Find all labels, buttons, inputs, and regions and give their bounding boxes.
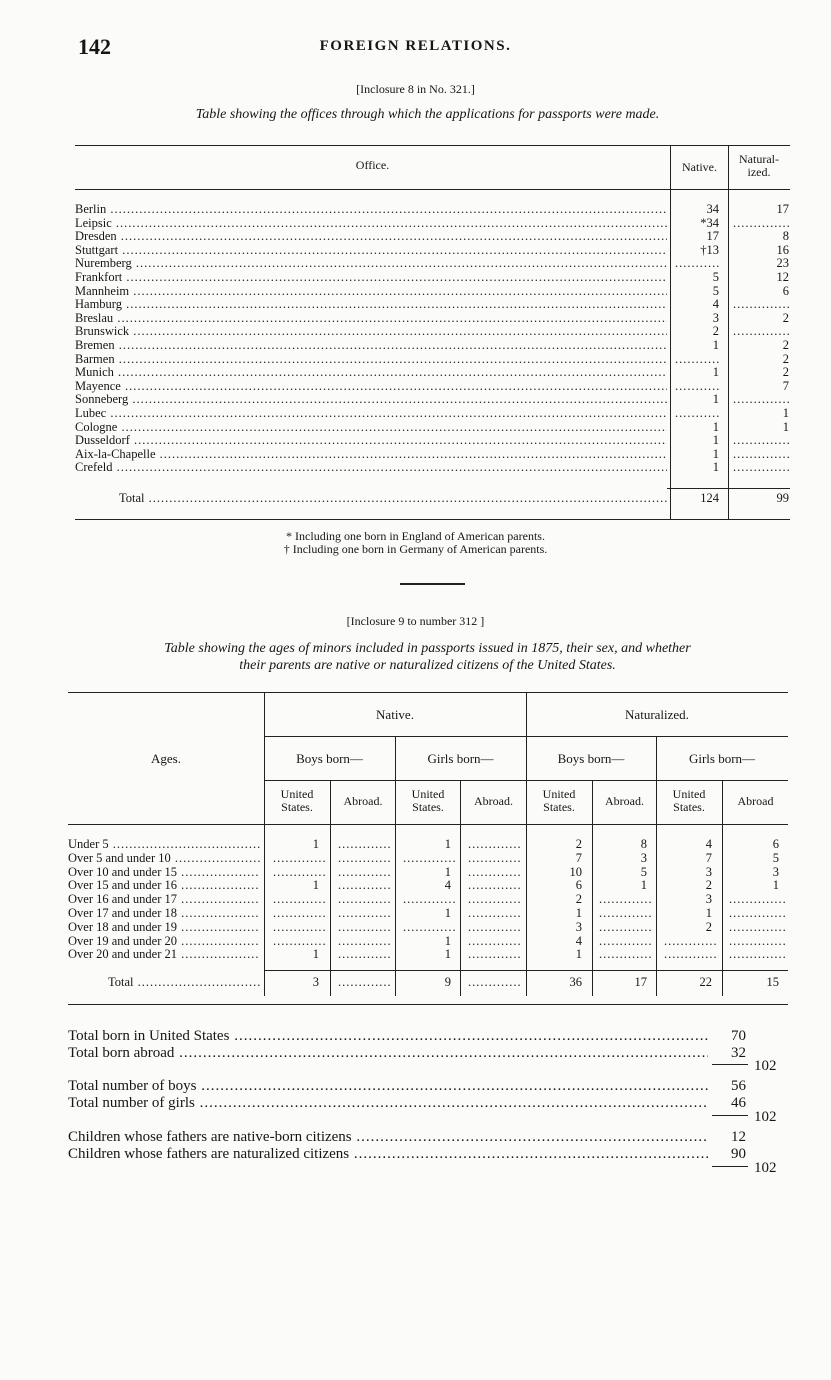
empty-cell <box>468 879 522 893</box>
count-cell: 4 <box>444 878 451 893</box>
count-cell: 1 <box>312 878 319 893</box>
count-cell: 5 <box>772 850 779 865</box>
header-native: Native. <box>682 160 717 174</box>
naturalized-empty <box>733 434 789 448</box>
summary-label: Children whose fathers are native-born citizens ..... <box>68 1129 708 1146</box>
naturalized-empty <box>733 298 789 312</box>
empty-cell <box>468 921 522 935</box>
native-count: 1 <box>712 392 719 407</box>
naturalized-count: 23 <box>776 256 789 271</box>
naturalized-count: 2 <box>782 351 789 366</box>
summary-block <box>68 1028 788 1188</box>
office-row <box>75 366 790 380</box>
native-empty <box>675 257 721 271</box>
empty-cell <box>664 935 718 949</box>
count-cell: 1 <box>640 878 647 893</box>
count-cell: 3 <box>312 975 319 989</box>
native-count: †13 <box>700 242 719 257</box>
office-row <box>75 203 790 217</box>
naturalized-count: 6 <box>782 283 789 298</box>
native-count: 1 <box>712 419 719 434</box>
count-cell: 1 <box>444 933 451 948</box>
subtotal-value: 102 <box>754 1058 777 1074</box>
header-abroad-4: Abroad <box>737 794 774 808</box>
count-cell: 1 <box>444 864 451 879</box>
empty-cell <box>729 948 785 962</box>
subtotal-value: 102 <box>754 1109 777 1125</box>
age-label: Over 17 and under 18 ..... <box>68 907 260 921</box>
summary-label: Total born abroad ..... <box>68 1045 708 1062</box>
empty-cell <box>599 935 653 949</box>
summary-row <box>68 1129 788 1147</box>
empty-cell <box>599 893 653 907</box>
count-cell: 3 <box>575 919 582 934</box>
count-cell: 2 <box>705 878 712 893</box>
office-row <box>75 434 790 448</box>
count-cell: 4 <box>705 837 712 851</box>
empty-cell <box>338 852 392 866</box>
office-row <box>75 230 790 244</box>
summary-label: Children whose fathers are naturalized citizens ..... <box>68 1146 708 1163</box>
naturalized-count: 2 <box>782 338 789 352</box>
office-name: Dusseldorf ..... <box>75 434 667 448</box>
summary-label: Total number of girls ..... <box>68 1095 708 1112</box>
native-count: 5 <box>712 283 719 298</box>
age-row <box>68 935 788 949</box>
count-cell: 7 <box>575 850 582 865</box>
office-row <box>75 271 790 285</box>
age-label: Over 16 and under 17 ..... <box>68 893 260 907</box>
office-total-row <box>119 492 667 506</box>
office-row <box>75 421 790 435</box>
office-name: Berlin ..... <box>75 203 667 217</box>
office-row <box>75 448 790 462</box>
empty-cell <box>599 948 653 962</box>
count-cell: 1 <box>575 906 582 920</box>
count-cell: 2 <box>575 837 582 851</box>
naturalized-count: 1 <box>782 419 789 434</box>
empty-cell <box>403 852 457 866</box>
empty-cell <box>338 948 392 962</box>
header-office: Office. <box>355 158 390 172</box>
count-cell: 1 <box>444 947 451 962</box>
empty-cell <box>664 948 718 962</box>
office-row <box>75 380 790 394</box>
empty-cell <box>273 852 325 866</box>
naturalized-count: 7 <box>782 378 789 393</box>
header-naturalized-boys: Boys born— <box>557 751 625 766</box>
empty-cell <box>403 921 457 935</box>
total-label: Total ..... <box>119 492 667 506</box>
header-us-1: United States. <box>280 787 314 814</box>
summary-label: Total born in United States ..... <box>68 1028 708 1045</box>
office-name: Bremen ..... <box>75 339 667 353</box>
empty-cell <box>468 935 522 949</box>
office-name: Hamburg ..... <box>75 298 667 312</box>
office-name: Munich ..... <box>75 366 667 380</box>
age-label: Over 15 and under 16 ..... <box>68 879 260 893</box>
naturalized-count: 16 <box>776 242 789 257</box>
empty-cell <box>599 921 653 935</box>
table2-title-line2: their parents are native or naturalized citizens of the United States. <box>239 658 616 673</box>
native-empty <box>675 407 721 421</box>
summary-value: 12 <box>731 1129 746 1145</box>
summary-row <box>68 1095 788 1113</box>
office-name: Lubec ..... <box>75 407 667 421</box>
office-name: Dresden ..... <box>75 230 667 244</box>
inclosure-9-caption: [Inclosure 9 to number 312 ] <box>346 614 485 628</box>
naturalized-count: 8 <box>782 229 789 244</box>
empty-cell <box>729 893 785 907</box>
age-label: Total ..... <box>108 976 260 990</box>
native-count: 2 <box>712 324 719 339</box>
subtotal-rule <box>712 1166 748 1167</box>
office-name: Aix-la-Chapelle ..... <box>75 448 667 462</box>
count-cell: 36 <box>569 975 582 989</box>
summary-row <box>68 1028 788 1046</box>
header-us-2: United States. <box>411 787 445 814</box>
empty-cell <box>468 976 522 990</box>
summary-value: 56 <box>731 1078 746 1094</box>
empty-cell <box>468 866 522 880</box>
empty-cell <box>403 893 457 907</box>
summary-value: 46 <box>731 1095 746 1111</box>
header-naturalized-group: Naturalized. <box>625 707 689 722</box>
naturalized-count: 12 <box>776 270 789 284</box>
office-name: Leipsic ..... <box>75 217 667 231</box>
count-cell: 1 <box>444 906 451 920</box>
native-count: 4 <box>712 297 719 312</box>
empty-cell <box>468 852 522 866</box>
count-cell: 7 <box>705 850 712 865</box>
office-row <box>75 461 790 475</box>
office-row <box>75 285 790 299</box>
naturalized-count: 1 <box>782 406 789 420</box>
header-native-girls: Girls born— <box>427 751 494 766</box>
empty-cell <box>729 907 785 921</box>
summary-value: 70 <box>731 1028 746 1044</box>
age-row <box>68 921 788 935</box>
total-native: 124 <box>700 491 719 505</box>
age-row <box>68 838 788 852</box>
subtotal-rule <box>712 1115 748 1116</box>
age-row <box>68 948 788 962</box>
ages-table <box>68 692 788 1008</box>
count-cell: 1 <box>444 837 451 851</box>
age-row <box>68 907 788 921</box>
office-row <box>75 312 790 326</box>
summary-row <box>68 1146 788 1164</box>
empty-cell <box>729 921 785 935</box>
age-row <box>68 866 788 880</box>
count-cell: 5 <box>640 864 647 879</box>
count-cell: 3 <box>640 850 647 865</box>
empty-cell <box>599 907 653 921</box>
section-divider <box>400 583 465 585</box>
office-name: Nuremberg ..... <box>75 257 667 271</box>
empty-cell <box>338 866 392 880</box>
age-label: Over 18 and under 19 ..... <box>68 921 260 935</box>
native-empty <box>675 353 721 367</box>
count-cell: 2 <box>705 919 712 934</box>
office-name: Frankfort ..... <box>75 271 667 285</box>
empty-cell <box>468 893 522 907</box>
empty-cell <box>338 893 392 907</box>
count-cell: 1 <box>705 906 712 920</box>
office-name: Barmen ..... <box>75 353 667 367</box>
empty-cell <box>338 838 392 852</box>
age-row <box>68 893 788 907</box>
naturalized-empty <box>733 325 789 339</box>
page-number: 142 <box>78 34 111 59</box>
count-cell: 9 <box>444 975 451 989</box>
header-ages: Ages. <box>151 751 181 766</box>
header-abroad-3: Abroad. <box>605 794 644 808</box>
age-label: Over 19 and under 20 ..... <box>68 935 260 949</box>
empty-cell <box>468 948 522 962</box>
empty-cell <box>338 935 392 949</box>
count-cell: 6 <box>575 878 582 893</box>
age-label: Under 5 ..... <box>68 838 260 852</box>
naturalized-empty <box>733 393 789 407</box>
summary-row <box>68 1078 788 1096</box>
native-count: *34 <box>700 215 719 230</box>
count-cell: 3 <box>772 864 779 879</box>
count-cell: 1 <box>772 878 779 893</box>
naturalized-empty <box>733 217 789 231</box>
native-count: 1 <box>712 365 719 380</box>
ages-total-cells <box>68 976 788 990</box>
native-count: 17 <box>706 229 719 244</box>
count-cell: 3 <box>705 892 712 907</box>
native-count: 1 <box>712 446 719 461</box>
age-label: Over 20 and under 21 ..... <box>68 948 260 962</box>
empty-cell <box>273 893 325 907</box>
empty-cell <box>273 921 325 935</box>
native-count: 3 <box>712 310 719 325</box>
office-row <box>75 244 790 258</box>
native-count: 5 <box>712 270 719 284</box>
office-row <box>75 217 790 231</box>
office-name: Mannheim ..... <box>75 285 667 299</box>
office-name: Crefeld ..... <box>75 461 667 475</box>
empty-cell <box>338 921 392 935</box>
summary-row <box>68 1045 788 1063</box>
count-cell: 8 <box>640 837 647 851</box>
empty-cell <box>273 907 325 921</box>
age-label: Over 10 and under 15 ..... <box>68 866 260 880</box>
summary-value: 32 <box>731 1045 746 1061</box>
naturalized-count: 2 <box>782 310 789 325</box>
office-name: Cologne ..... <box>75 421 667 435</box>
table2-title-line1: Table showing the ages of minors included in passports issued in 1875, their sex, and whether <box>164 641 691 656</box>
naturalized-empty <box>733 461 789 475</box>
office-row <box>75 353 790 367</box>
header-us-3: United States. <box>542 787 576 814</box>
office-table <box>75 145 790 525</box>
summary-label: Total number of boys ..... <box>68 1078 708 1095</box>
table1-title: Table showing the offices through which the applications for passports were made. <box>195 107 660 122</box>
office-row <box>75 257 790 271</box>
count-cell: 17 <box>634 975 647 989</box>
total-naturalized: 99 <box>776 491 789 505</box>
empty-cell <box>273 935 325 949</box>
summary-value: 90 <box>731 1146 746 1162</box>
empty-cell <box>273 866 325 880</box>
count-cell: 3 <box>705 864 712 879</box>
office-row <box>75 298 790 312</box>
subtotal-rule <box>712 1064 748 1065</box>
naturalized-empty <box>733 448 789 462</box>
office-row <box>75 393 790 407</box>
header-native-group: Native. <box>376 707 414 722</box>
count-cell: 1 <box>312 837 319 851</box>
count-cell: 6 <box>772 837 779 851</box>
native-count: 1 <box>712 460 719 475</box>
header-us-4: United States. <box>672 787 706 814</box>
native-empty <box>675 380 721 394</box>
office-name: Stuttgart ..... <box>75 244 667 258</box>
empty-cell <box>468 838 522 852</box>
naturalized-count: 2 <box>782 365 789 380</box>
count-cell: 1 <box>575 947 582 962</box>
office-row <box>75 407 790 421</box>
office-name: Breslau ..... <box>75 312 667 326</box>
native-count: 1 <box>712 338 719 352</box>
office-name: Mayence ..... <box>75 380 667 394</box>
header-abroad-2: Abroad. <box>474 794 513 808</box>
empty-cell <box>338 879 392 893</box>
empty-cell <box>729 935 785 949</box>
age-label: Over 5 and under 10 ..... <box>68 852 260 866</box>
count-cell: 1 <box>312 947 319 962</box>
empty-cell <box>338 907 392 921</box>
count-cell: 15 <box>766 975 779 989</box>
office-name: Brunswick ..... <box>75 325 667 339</box>
office-row <box>75 339 790 353</box>
ages-total-row <box>68 976 788 992</box>
header-naturalized-girls: Girls born— <box>688 751 756 766</box>
count-cell: 4 <box>575 933 582 948</box>
age-row <box>68 879 788 893</box>
empty-cell <box>338 976 392 990</box>
office-row <box>75 325 790 339</box>
naturalized-count: 17 <box>776 202 789 216</box>
native-count: 34 <box>706 202 719 216</box>
subtotal-value: 102 <box>754 1160 777 1176</box>
footnote-star: * Including one born in England of American parents. <box>286 529 545 543</box>
age-row <box>68 852 788 866</box>
native-count: 1 <box>712 433 719 448</box>
header-naturalized: Natural-ized. <box>739 152 779 179</box>
office-name: Sonneberg ..... <box>75 393 667 407</box>
running-head: FOREIGN RELATIONS. <box>319 38 512 54</box>
footnote-dagger: † Including one born in Germany of American parents. <box>283 542 548 556</box>
count-cell: 10 <box>569 864 582 879</box>
empty-cell <box>468 907 522 921</box>
count-cell: 22 <box>699 975 712 989</box>
header-native-boys: Boys born— <box>296 751 363 766</box>
header-abroad-1: Abroad. <box>343 794 383 808</box>
count-cell: 2 <box>575 892 582 907</box>
inclosure-8-caption: [Inclosure 8 in No. 321.] <box>356 82 475 96</box>
